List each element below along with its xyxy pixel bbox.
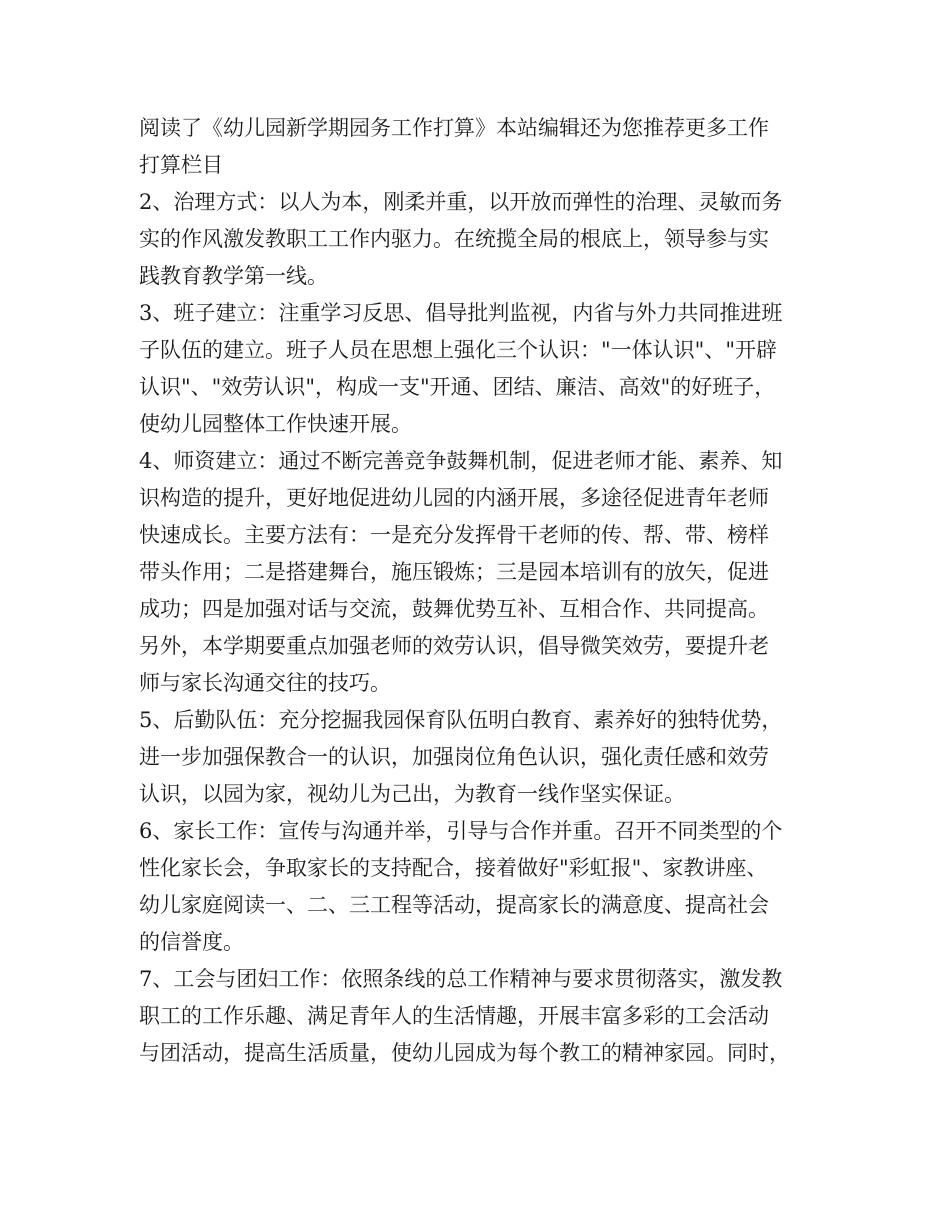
text-line: 性化家长会，争取家长的支持配合，接着做好"彩虹报"、家教讲座、: [139, 856, 768, 880]
text-line: 的信誉度。: [139, 930, 244, 954]
text-line: 与团活动，提高生活质量，使幼儿园成为每个教工的精神家园。同时，: [139, 1041, 790, 1065]
text-line: 认识"、"效劳认识"，构成一支"开通、团结、廉洁、高效"的好班子，: [139, 375, 776, 399]
text-line: 幼儿家庭阅读一、二、三工程等活动，提高家长的满意度、提高社会: [139, 893, 769, 917]
text-line: 职工的工作乐趣、满足青年人的生活情趣，开展丰富多彩的工会活动: [139, 1004, 769, 1028]
text-line: 带头作用；二是搭建舞台，施压锻炼；三是园本培训有的放矢，促进: [139, 560, 769, 584]
text-line: 师与家长沟通交往的技巧。: [139, 671, 391, 695]
text-line: 2、治理方式：以人为本，刚柔并重，以开放而弹性的治理、灵敏而务: [139, 190, 783, 214]
text-line: 阅读了《幼儿园新学期园务工作打算》本站编辑还为您推荐更多工作: [139, 116, 769, 140]
text-line: 5、后勤队伍：充分挖掘我园保育队伍明白教育、素养好的独特优势，: [139, 708, 783, 732]
text-line: 成功；四是加强对话与交流，鼓舞优势互补、互相合作、共同提高。: [139, 597, 769, 621]
text-line: 打算栏目: [139, 153, 223, 177]
text-line: 7、工会与团妇工作：依照条线的总工作精神与要求贯彻落实，激发教: [139, 967, 783, 991]
text-line: 4、师资建立：通过不断完善竞争鼓舞机制，促进老师才能、素养、知: [139, 449, 783, 473]
text-line: 子队伍的建立。班子人员在思想上强化三个认识："一体认识"、"开辟: [139, 338, 777, 362]
text-line: 快速成长。主要方法有：一是充分发挥骨干老师的传、帮、带、榜样: [139, 523, 769, 547]
text-line: 3、班子建立：注重学习反思、倡导批判监视，内省与外力共同推进班: [139, 301, 783, 325]
text-line: 践教育教学第一线。: [139, 264, 328, 288]
text-line: 另外，本学期要重点加强老师的效劳认识，倡导微笑效劳，要提升老: [139, 634, 769, 658]
text-line: 6、家长工作：宣传与沟通并举，引导与合作并重。召开不同类型的个: [139, 819, 783, 843]
text-line: 实的作风激发教职工工作内驱力。在统揽全局的根底上，领导参与实: [139, 227, 769, 251]
text-line: 识构造的提升，更好地促进幼儿园的内涵开展，多途径促进青年老师: [139, 486, 769, 510]
text-line: 认识，以园为家，视幼儿为己出，为教育一线作坚实保证。: [139, 782, 685, 806]
text-line: 进一步加强保教合一的认识，加强岗位角色认识，强化责任感和效劳: [139, 745, 769, 769]
text-line: 使幼儿园整体工作快速开展。: [139, 412, 412, 436]
document-body: [139, 110, 825, 1072]
